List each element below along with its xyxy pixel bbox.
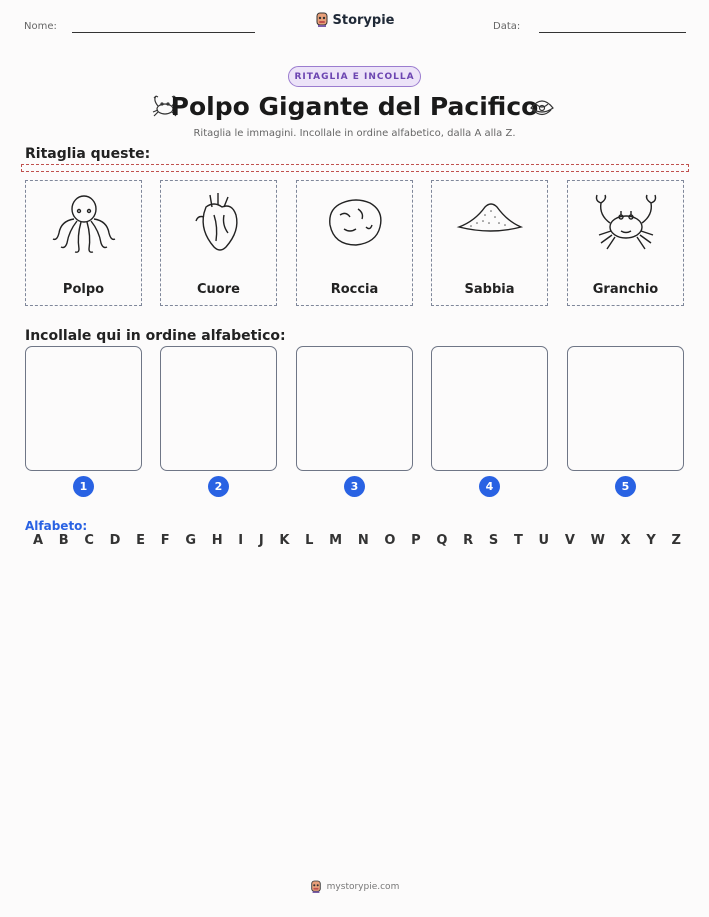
- alphabet-row: [33, 533, 681, 548]
- cut-card-label: Granchio: [592, 282, 659, 297]
- name-label: Nome:: [24, 21, 57, 32]
- alphabet-letter: C: [84, 533, 94, 548]
- alphabet-letter: P: [411, 533, 421, 548]
- alphabet-label: Alfabeto:: [25, 519, 88, 533]
- footer-url[interactable]: mystorypie.com: [326, 882, 400, 892]
- alphabet-letter: Y: [646, 533, 656, 548]
- alphabet-letter: N: [357, 533, 369, 548]
- alphabet-letter: S: [488, 533, 499, 548]
- heart-organ-icon: [184, 191, 254, 255]
- storypie-mascot-icon: [315, 12, 329, 28]
- cut-card-label: Polpo: [62, 282, 105, 297]
- alphabet-letter: T: [513, 533, 523, 548]
- alphabet-letter: W: [590, 533, 605, 548]
- alphabet-letter: L: [305, 533, 314, 548]
- cut-card-sabbia[interactable]: [431, 180, 548, 306]
- activity-badge: RITAGLIA E INCOLLA: [288, 66, 421, 87]
- instructions: Ritaglia le immagini. Incollale in ordine alfabetico, dalla A alla Z.: [193, 128, 516, 139]
- name-field-line[interactable]: [72, 32, 255, 33]
- alphabet-letter: U: [538, 533, 550, 548]
- clam-shell-icon: [527, 92, 557, 120]
- alphabet-letter: D: [109, 533, 121, 548]
- alphabet-letter: E: [136, 533, 146, 548]
- alphabet-letter: O: [384, 533, 396, 548]
- order-number-badge: 2: [208, 476, 229, 497]
- order-number-badge: 1: [73, 476, 94, 497]
- alphabet-letter: Z: [671, 533, 681, 548]
- alphabet-letter: X: [620, 533, 631, 548]
- date-field-line[interactable]: [539, 32, 686, 33]
- alphabet-letter: K: [279, 533, 290, 548]
- cut-card-roccia[interactable]: [296, 180, 413, 306]
- order-number-badge: 4: [479, 476, 500, 497]
- alphabet-letter: F: [160, 533, 170, 548]
- paste-box-5[interactable]: [567, 346, 684, 471]
- alphabet-letter: B: [58, 533, 69, 548]
- footer: [0, 880, 709, 894]
- storypie-mascot-icon: [310, 880, 322, 894]
- cut-card-polpo[interactable]: [25, 180, 142, 306]
- alphabet-letter: R: [463, 533, 474, 548]
- cut-card-cuore[interactable]: [160, 180, 277, 306]
- octopus-icon: [49, 191, 119, 255]
- sand-pile-icon: [455, 191, 525, 255]
- alphabet-letter: H: [211, 533, 223, 548]
- crab-icon: [591, 191, 661, 255]
- paste-box-1[interactable]: [25, 346, 142, 471]
- alphabet-letter: I: [238, 533, 244, 548]
- alphabet-letter: V: [564, 533, 575, 548]
- alphabet-letter: J: [258, 533, 264, 548]
- paste-box-2[interactable]: [160, 346, 277, 471]
- paste-box-4[interactable]: [431, 346, 548, 471]
- alphabet-letter: Q: [436, 533, 448, 548]
- cut-section-label: Ritaglia queste:: [25, 146, 151, 162]
- order-number-badge: 5: [615, 476, 636, 497]
- brand-name: Storypie: [332, 12, 395, 28]
- paste-box-3[interactable]: [296, 346, 413, 471]
- alphabet-letter: M: [329, 533, 343, 548]
- paste-section-label: Incollale qui in ordine alfabetico:: [25, 328, 286, 344]
- scissor-cut-line: [21, 164, 689, 172]
- page-title: Polpo Gigante del Pacifico: [170, 92, 539, 121]
- cut-card-label: Sabbia: [464, 282, 515, 297]
- rock-icon: [320, 191, 390, 255]
- cut-card-label: Roccia: [330, 282, 379, 297]
- alphabet-letter: A: [33, 533, 44, 548]
- cut-card-label: Cuore: [197, 282, 240, 297]
- brand-logo: [0, 12, 709, 28]
- date-label: Data:: [493, 21, 521, 32]
- cut-card-granchio[interactable]: [567, 180, 684, 306]
- alphabet-letter: G: [185, 533, 196, 548]
- order-number-badge: 3: [344, 476, 365, 497]
